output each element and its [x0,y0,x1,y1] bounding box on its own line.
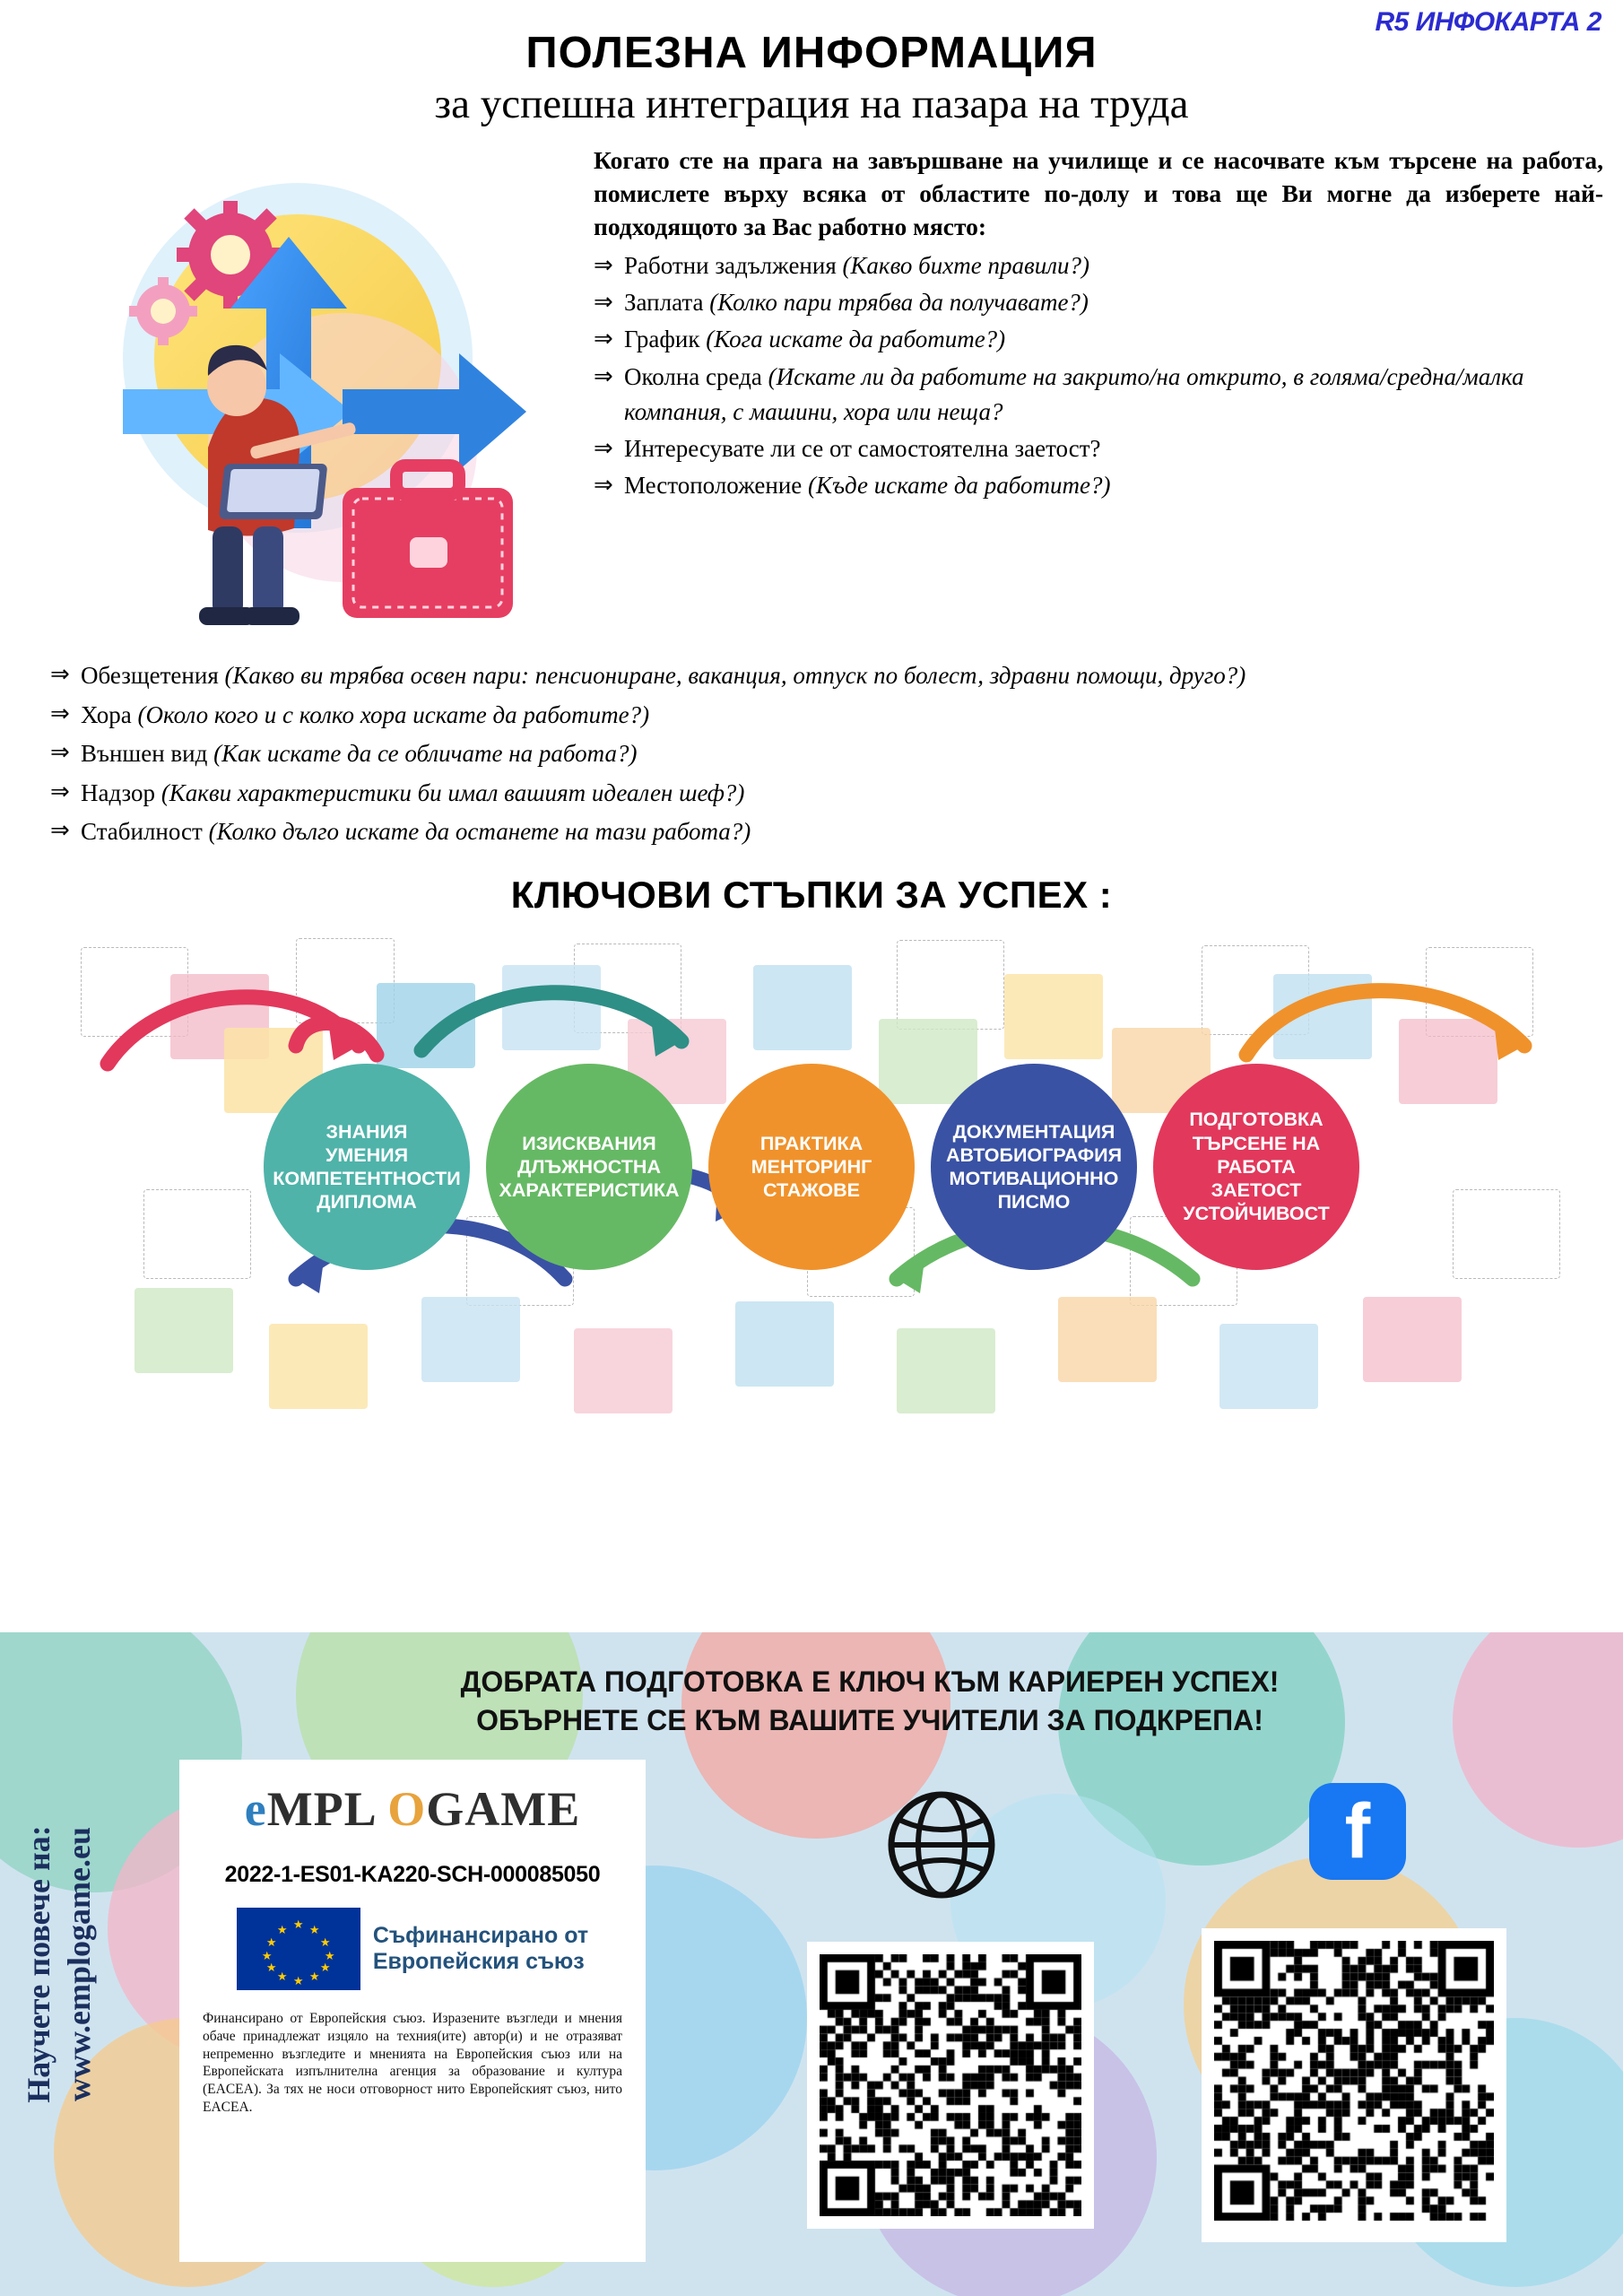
list-item-label: Обезщетения [81,662,219,690]
arrow-icon: ⇒ [594,289,613,316]
list-item-note: (Какво ви трябва освен пари: пенсиониране, ваканция, отпуск по болест, здравни помощи, друго?) [224,662,1246,690]
list-item-note: (Какви характеристики би имал вашият идеален шеф?) [161,778,745,806]
website-url[interactable]: www.emplogame.eu [61,1827,97,2101]
list-item [50,735,1567,772]
project-code: 2022-1-ES01-KA220-SCH-000085050 [224,1862,601,1887]
list-item [594,322,1603,357]
list-item-note: (Как искате да се обличате на работа?) [213,740,638,768]
banner-headline [152,1663,1587,1740]
step-line: АВТОБИОГРАФИЯ [945,1144,1123,1166]
step-line: ИЗИСКВАНИЯ [522,1132,656,1154]
step-circle [264,1064,470,1270]
key-steps-title: КЛЮЧОВИ СТЪПКИ ЗА УСПЕХ : [510,873,1113,916]
list-item-label: Работни задължения [624,252,837,280]
bullet-list-full [20,654,1603,850]
eu-funding-row [197,1908,628,1990]
step-line: ЗАЕТОСТ [1211,1179,1302,1202]
step-line: ДЛЪЖНОСТНА [517,1155,661,1178]
globe-icon[interactable] [883,1787,1000,1908]
step-line: МОТИВАЦИОННО [949,1167,1119,1189]
arrow-icon: ⇒ [50,739,70,766]
infocard-badge: R5 ИНФОКАРТА 2 [1375,7,1601,37]
bullet-list-right [594,248,1603,503]
list-item-note: (Искате ли да работите на закрито/на открито, в голяма/средна/малка компания, с машини, хора или неща? [624,362,1524,425]
list-item-label: Хора [81,700,132,728]
logo-part-mpl: MPL [266,1782,375,1836]
key-steps-diagram [0,920,1623,1458]
step-line: УСТОЙЧИВОСТ [1183,1203,1330,1225]
qr-code-website[interactable] [807,1942,1094,2229]
list-item-note: (Колко дълго искате да останете на тази работа?) [208,818,751,846]
career-illustration [74,152,576,654]
arrow-icon: ⇒ [594,434,613,461]
step-line: ПОДГОТОВКА [1189,1109,1324,1131]
list-item-note: (Колко пари трябва да получавате?) [709,289,1089,317]
step-circle [708,1064,915,1270]
list-item [594,360,1603,430]
logo-part-game: GAME [426,1782,581,1836]
list-item [50,775,1567,812]
list-item-label: Външен вид [81,740,208,768]
list-item [594,468,1603,503]
funding-disclaimer: Финансирано от Европейския съюз. Изразените възгледи и мнения обаче принадлежат изцяло на техния(ите) автор(и) и не отразяват непременно възгледите и мненията на Европейския съюз или на Европейската изпълнителна агенция за образование и култура (EACEA). За тях не носи отговорност нито Европейският съюз, нито EACEA. [203,2011,622,2116]
list-item-label: Местоположение [624,472,803,500]
step-circle [1153,1064,1359,1270]
website-sidebar[interactable] [5,1632,113,2296]
step-circle [486,1064,692,1270]
eu-flag-icon: ★ ★ ★ ★ ★ ★ ★ ★ ★ ★ ★ ★ [237,1908,360,1990]
step-line: МЕНТОРИНГ [751,1155,872,1178]
step-line: КОМПЕТЕНТНОСТИ [273,1167,461,1189]
logo-part-e: e [244,1782,267,1836]
list-item-label: Надзор [81,778,156,806]
list-item-note: (Около кого и с колко хора искате да работите?) [137,700,650,728]
step-line: ПРАКТИКА [759,1132,864,1154]
arrow-icon: ⇒ [50,661,70,688]
arrow-icon: ⇒ [50,817,70,844]
list-item [50,813,1567,850]
list-item [594,431,1603,466]
project-logo-card [179,1760,646,2262]
eu-text-line1: Съфинансирано от [372,1923,589,1949]
eu-funding-text [373,1923,588,1975]
list-item [594,285,1603,320]
list-item [50,657,1567,694]
arrow-icon: ⇒ [594,252,613,279]
list-item [594,248,1603,283]
arrow-icon: ⇒ [594,472,613,499]
step-line: УМЕНИЯ [325,1144,409,1166]
list-item-label: График [624,326,700,353]
facebook-icon[interactable] [1309,1783,1406,1880]
facebook-glyph: f [1344,1788,1371,1874]
arrow-icon: ⇒ [50,700,70,726]
list-item-label: Стабилност [81,818,203,846]
list-item-note: (Кога искате да работите?) [706,326,1006,353]
list-item [50,697,1567,734]
step-line: ДИПЛОМА [317,1191,417,1213]
title-sub: за успешна интеграция на пазара на труда [434,81,1189,128]
arrow-icon: ⇒ [594,326,613,352]
step-line: ТЪРСЕНЕ НА РАБОТА [1192,1132,1321,1178]
banner-headline-line2: ОБЪРНЕТЕ СЕ КЪМ ВАШИТЕ УЧИТЕЛИ ЗА ПОДКРЕПА! [476,1704,1263,1737]
emplogame-logo [197,1781,628,1837]
eu-text-line2: Европейския съюз [372,1949,585,1974]
step-line: СТАЖОВЕ [762,1179,861,1202]
arrow-icon: ⇒ [594,362,613,389]
list-item-label: Заплата [624,289,704,317]
bottom-banner [0,1632,1623,2296]
list-item-label: Околна среда [624,362,762,390]
intro-paragraph: Когато сте на прага на завършване на училище и се насочвате към търсене на работа, помислете върху всяка от областите по-долу и това ще Ви могне да изберете най-подходящото за Вас работно място: [594,146,1603,240]
upper-section [0,144,1623,850]
arrow-icon: ⇒ [50,778,70,804]
step-circle [931,1064,1137,1270]
learn-more-label: Научете повече на: [21,1825,56,2103]
qr-code-facebook[interactable] [1202,1928,1506,2242]
title-main: ПОЛЕЗНА ИНФОРМАЦИЯ [525,29,1098,77]
step-line: ПИСМО [997,1191,1071,1213]
steps-circle-row [0,1064,1623,1270]
logo-part-o: O [387,1782,427,1836]
step-line: ЗНАНИЯ [325,1120,408,1143]
list-item-note: (Къде искате да работите?) [808,472,1111,500]
step-line: ДОКУМЕНТАЦИЯ [952,1120,1115,1143]
step-line: ХАРАКТЕРИСТИКА [499,1179,680,1202]
list-item-label: Интересувате ли се от самостоятелна заетост? [624,434,1101,462]
list-item-note: (Какво бихте правили?) [842,252,1089,280]
banner-headline-line1: ДОБРАТА ПОДГОТОВКА Е КЛЮЧ КЪМ КАРИЕРЕН УСПЕХ! [460,1665,1280,1698]
